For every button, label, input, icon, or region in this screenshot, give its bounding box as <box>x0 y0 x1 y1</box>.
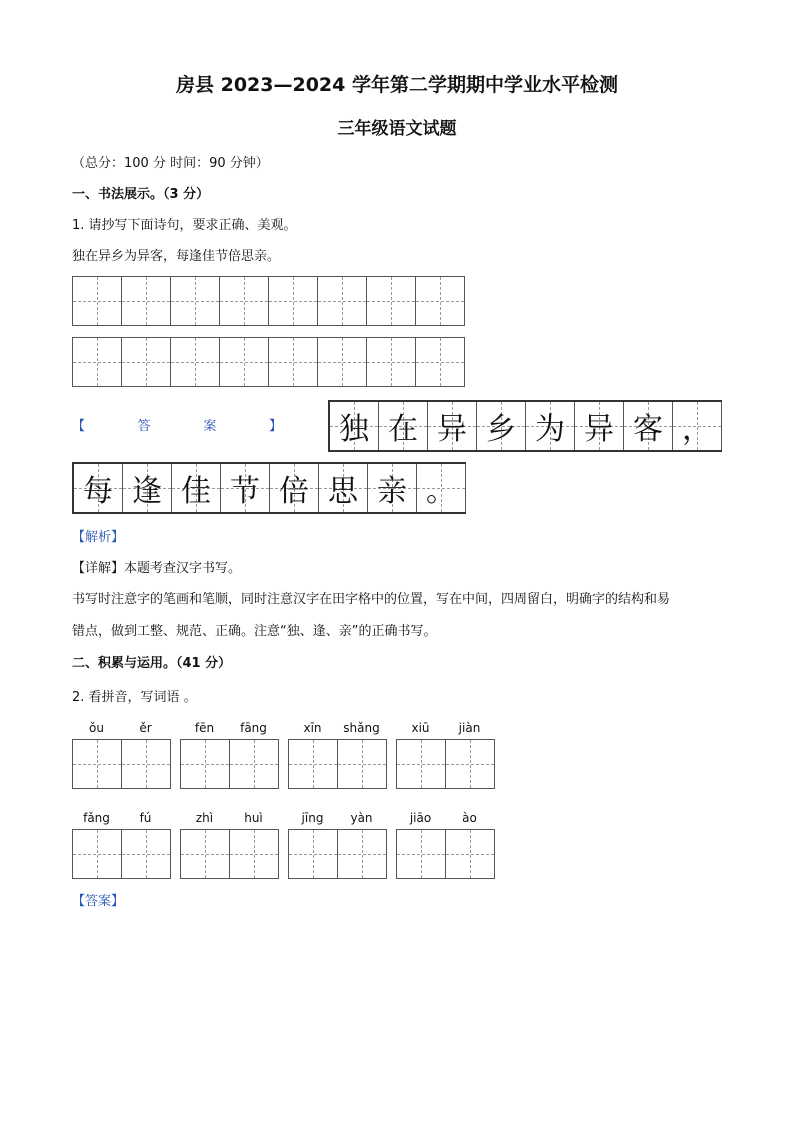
pinyin-group: xīn shǎng <box>288 721 387 789</box>
exam-title: 房县 2023—2024 学年第二学期期中学业水平检测 <box>176 74 618 96</box>
question1-prompt: 1. 请抄写下面诗句，要求正确、美观。 <box>72 218 297 233</box>
analysis-tag: 【解析】 <box>72 530 125 545</box>
answer-grid-row1: 独 在 异 乡 为 异 客 ， <box>328 400 722 452</box>
exam-subtitle: 三年级语文试题 <box>337 119 457 139</box>
pinyin-group: fǎng fú <box>72 811 171 879</box>
writing-grid-row2 <box>72 337 465 387</box>
pinyin-group: zhì huì <box>180 811 279 879</box>
explain-line-1: 书写时注意字的笔画和笔顺，同时注意汉字在田字格中的位置，写在中间，四周留白，明确字的结构和易 <box>72 592 671 607</box>
answer-label: 【 答 案 】 <box>72 419 282 434</box>
writing-grid-row1 <box>72 276 465 326</box>
pinyin-group: fēn fāng <box>180 721 279 789</box>
explain-line-2: 错点，做到工整、规范、正确。注意“独、逢、亲”的正确书写。 <box>72 624 437 639</box>
pinyin-group: xiū jiàn <box>396 721 495 789</box>
detail-line: 【详解】本题考查汉字书写。 <box>72 561 242 576</box>
question2-prompt: 2. 看拼音，写词语 。 <box>72 690 197 705</box>
pinyin-group: ǒu ěr <box>72 721 171 789</box>
section1-heading: 一、书法展示。（3 分） <box>72 187 210 202</box>
answer-tag: 【答案】 <box>72 894 125 909</box>
pinyin-group: jiāo ào <box>396 811 495 879</box>
answer-grid-row2: 每 逢 佳 节 倍 思 亲 。 <box>72 462 466 514</box>
section2-heading: 二、积累与运用。（41 分） <box>72 656 232 671</box>
exam-meta: （总分：100 分 时间：90 分钟） <box>72 156 269 171</box>
pinyin-group: jīng yàn <box>288 811 387 879</box>
poem-line: 独在异乡为异客，每逢佳节倍思亲。 <box>72 249 281 264</box>
